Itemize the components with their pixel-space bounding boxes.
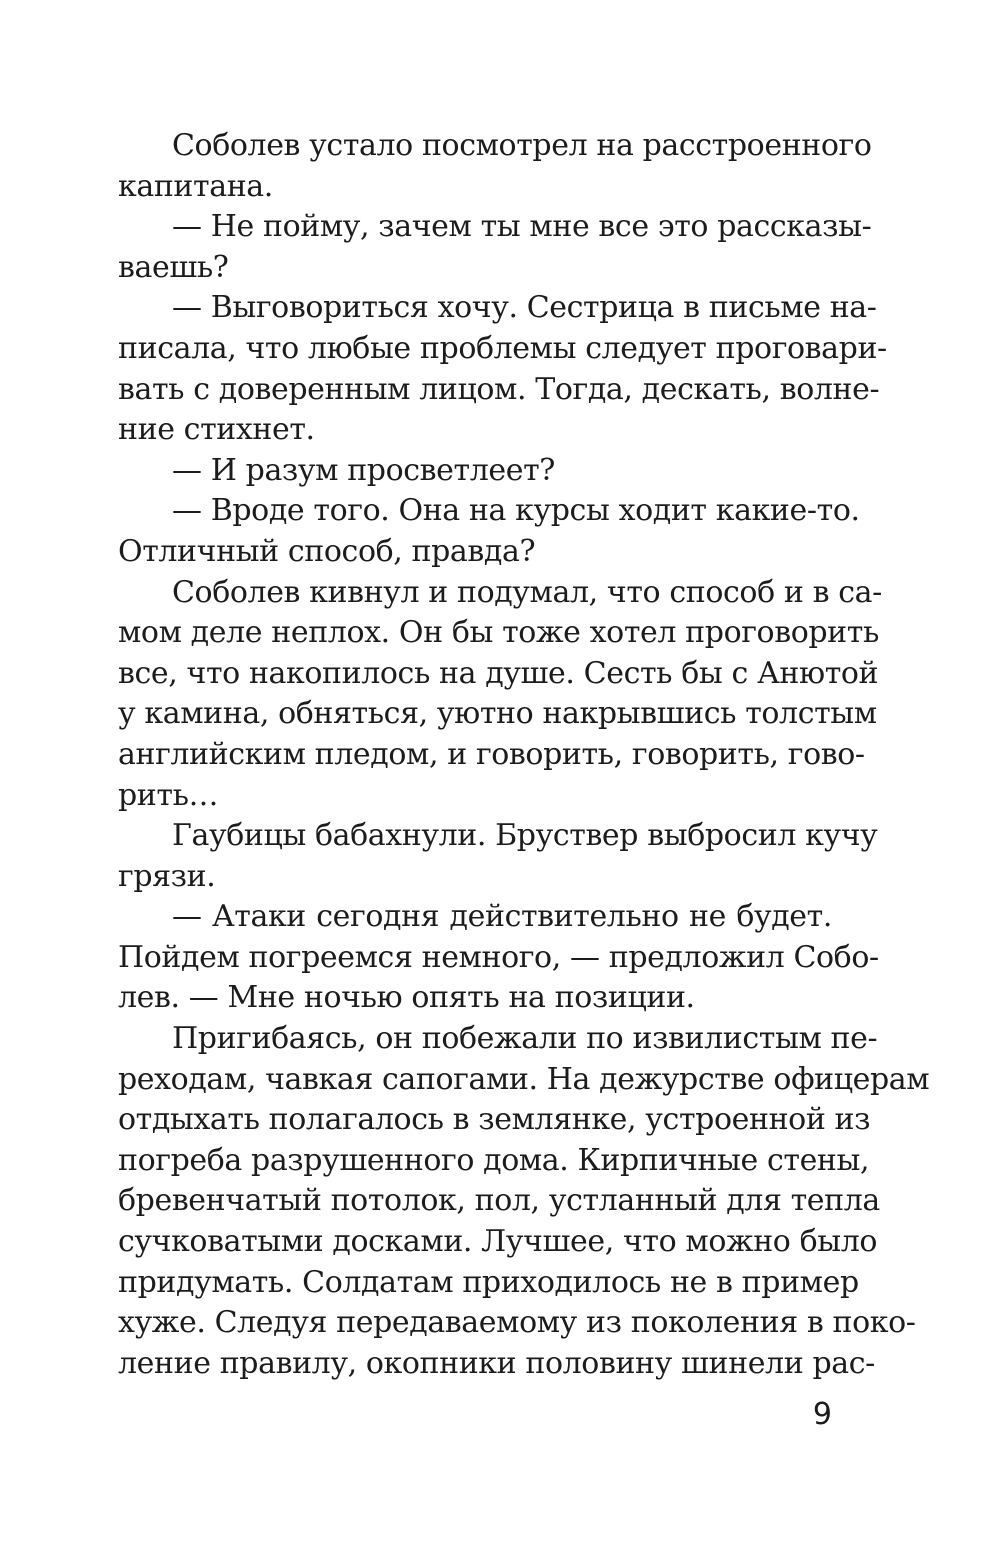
text-line: отдыхать полагалось в землянке, устроенной из [118, 1102, 871, 1138]
text-line: — И разум просветлеет? [172, 452, 555, 488]
text-line: ление правилу, окопники половину шинели рас- [118, 1345, 875, 1381]
text-line: лев. — Мне ночью опять на позиции. [118, 980, 695, 1016]
text-line: Гаубицы бабахнули. Бруствер выбросил кучу [172, 818, 878, 854]
text-line: у камина, обняться, уютно накрывшись толстым [118, 696, 877, 732]
text-line: — Атаки сегодня действительно не будет. [172, 899, 832, 935]
text-line: Пригибаясь, он побежали по извилистым пе- [172, 1021, 878, 1057]
text-line: погреба разрушенного дома. Кирпичные стены, [118, 1142, 870, 1178]
text-line: сучковатыми досками. Лучшее, что можно было [118, 1224, 878, 1260]
text-line: — Вроде того. Она на курсы ходит какие-то. [172, 493, 860, 529]
text-line: капитана. [118, 168, 273, 204]
text-line: бревенчатый потолок, пол, устланный для тепла [118, 1183, 880, 1219]
text-line: Пойдем погреемся немного, — предложил Собо- [118, 939, 879, 975]
text-line: реходам, чавкая сапогами. На дежурстве офицерам [118, 1061, 930, 1097]
page-number: 9 [812, 1397, 832, 1432]
text-line: мом деле неплох. Он бы тоже хотел проговорить [118, 615, 879, 651]
text-line: Отличный способ, правда? [118, 533, 536, 569]
body-text [118, 126, 930, 1384]
text-line: все, что накопилось на душе. Сесть бы с Анютой [118, 655, 879, 691]
text-line: придумать. Солдатам приходилось не в пример [118, 1264, 859, 1300]
text-line: ние стихнет. [118, 412, 315, 448]
text-line: рить… [118, 777, 219, 813]
text-line: английским пледом, и говорить, говорить, гово- [118, 736, 865, 772]
text-line: — Не пойму, зачем ты мне все это рассказы- [172, 209, 872, 245]
text-line: вать с доверенным лицом. Тогда, дескать, волне- [118, 371, 880, 407]
text-line: Соболев устало посмотрел на расстроенного [172, 128, 872, 163]
text-line: — Выговориться хочу. Сестрица в письме на- [172, 290, 877, 326]
text-line: писала, что любые проблемы следует проговари- [118, 330, 887, 366]
text-line: грязи. [118, 858, 216, 894]
text-line: ваешь? [118, 249, 229, 285]
text-line: хуже. Следуя передаваемому из поколения в поко- [118, 1305, 916, 1341]
text-line: Соболев кивнул и подумал, что способ и в са- [172, 574, 882, 610]
